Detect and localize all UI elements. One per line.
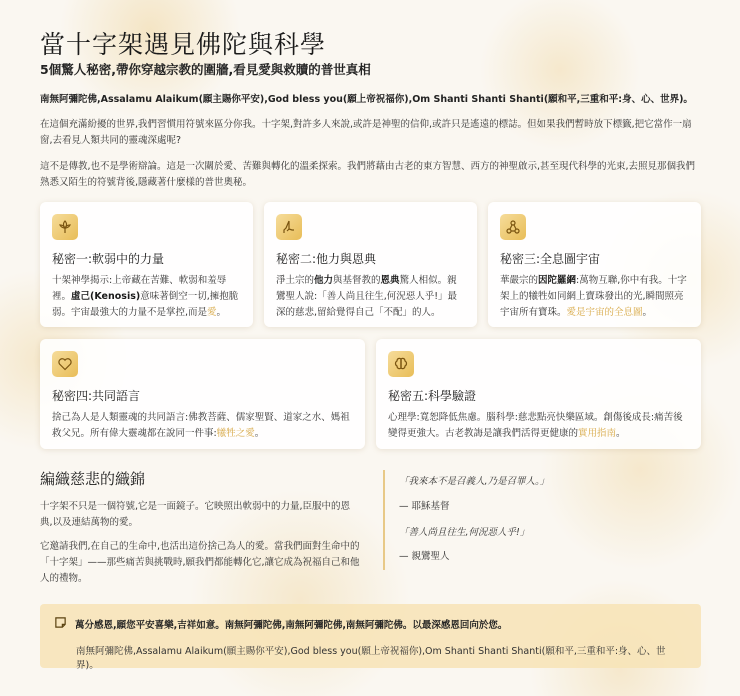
brain-icon	[388, 351, 414, 377]
card-body: 華嚴宗的因陀羅網:萬物互聯,你中有我。十字架上的犧牲如同網上寶珠發出的光,瞬間照亮宇宙所有寶珠。愛是宇宙的全息圖。	[500, 275, 687, 318]
page-subtitle: 5個驚人秘密,帶你穿越宗教的圍牆,看見愛與救贖的普世真相	[40, 62, 371, 77]
network-icon	[500, 214, 526, 240]
footer-blessing-text: 南無阿彌陀佛,Assalamu Alaikum(願主賜你平安),God bless you(願上帝祝福你),Om Shanti Shanti Shanti(願和平,三重和平:身、心、世界)。	[76, 646, 666, 671]
intro-paragraph-2: 這不是傳教,也不是學術辯論。這是一次關於愛、苦難與轉化的溫柔探索。我們將藉由古老的東方智慧、西方的神聖啟示,甚至現代科學的光束,去照見那個我們熟悉又陌生的符號背後,隱藏著什麼樣的普世奧秘。	[40, 161, 696, 188]
heart-icon	[52, 351, 78, 377]
card-body: 捨己為人是人類靈魂的共同語言:佛教菩薩、儒家聖賢、道家之水、媽祖救父兄。所有偉大靈魂都在說同一件事:犧牲之愛。	[52, 412, 350, 439]
card-title: 秘密五:科學驗證	[388, 389, 477, 403]
page-title: 當十字架遇見佛陀與科學	[40, 30, 327, 59]
quote-block	[383, 470, 699, 570]
note-icon	[54, 616, 67, 632]
secret-card-1	[40, 202, 253, 327]
footer-gratitude-text: 萬分感恩,願您平安喜樂,吉祥如意。南無阿彌陀佛,南無阿彌陀佛,南無阿彌陀佛。以最深感恩回向於您。	[75, 620, 508, 631]
weave-paragraph-1: 十字架不只是一個符號,它是一面鏡子。它映照出軟弱中的力量,臣服中的恩典,以及連結萬物的愛。	[40, 501, 351, 528]
card-body: 心理學:寬恕降低焦慮。腦科學:慈悲點亮快樂區域。創傷後成長:痛苦後變得更強大。古老教誨是讓我們活得更健康的實用指南。	[388, 412, 683, 439]
intro-paragraph-1: 在這個充滿紛擾的世界,我們習慣用符號來區分你我。十字架,對許多人來說,或許是神聖的信仰,或許只是遙遠的標誌。但如果我們暫時放下標籤,把它當作一扇窗,去看見人類共同的靈魂深處呢?	[40, 119, 692, 146]
weave-heading: 編織慈悲的織錦	[40, 470, 146, 488]
secret-card-5	[376, 339, 701, 449]
card-title: 秘密四:共同語言	[52, 389, 141, 403]
card-body: 淨土宗的他力與基督教的恩典驚人相似。親鸞聖人說:「善人尚且往生,何況惡人乎!」最深的慈悲,留給覺得自己「不配」的人。	[276, 275, 458, 318]
quote-author: — 耶穌基督	[399, 501, 450, 512]
weave-paragraph-2: 它邀請我們,在自己的生命中,也活出這份捨己為人的愛。當我們面對生命中的「十字架」——那些痛苦與挑戰時,願我們都能轉化它,讓它成為祝福自己和他人的禮物。	[40, 541, 360, 584]
gratitude-footer	[40, 604, 701, 671]
card-title: 秘密二:他力與恩典	[276, 252, 377, 266]
secret-card-4	[40, 339, 365, 449]
lotus-icon	[52, 214, 78, 240]
card-title: 秘密三:全息圖宇宙	[500, 252, 601, 266]
praying-hands-icon	[276, 214, 302, 240]
secret-card-3	[488, 202, 701, 327]
secret-card-2	[264, 202, 477, 327]
quote-text: 「善人尚且往生,何況惡人乎!」	[399, 527, 530, 538]
blessing-text: 南無阿彌陀佛,Assalamu Alaikum(願主賜你平安),God bless you(願上帝祝福你),Om Shanti Shanti Shanti(願和平,三重和平:身、心、世界)。	[40, 94, 693, 105]
quote-text: 「我來本不是召義人,乃是召罪人。」	[399, 476, 550, 487]
card-body: 十架神學揭示:上帝藏在苦難、軟弱和羞辱裡。虛己(Kenosis)意味著倒空一切,擁抱脆弱。宇宙最強大的力量不是掌控,而是愛。	[52, 275, 239, 318]
quote-author: — 親鸞聖人	[399, 551, 450, 562]
card-title: 秘密一:軟弱中的力量	[52, 252, 165, 266]
